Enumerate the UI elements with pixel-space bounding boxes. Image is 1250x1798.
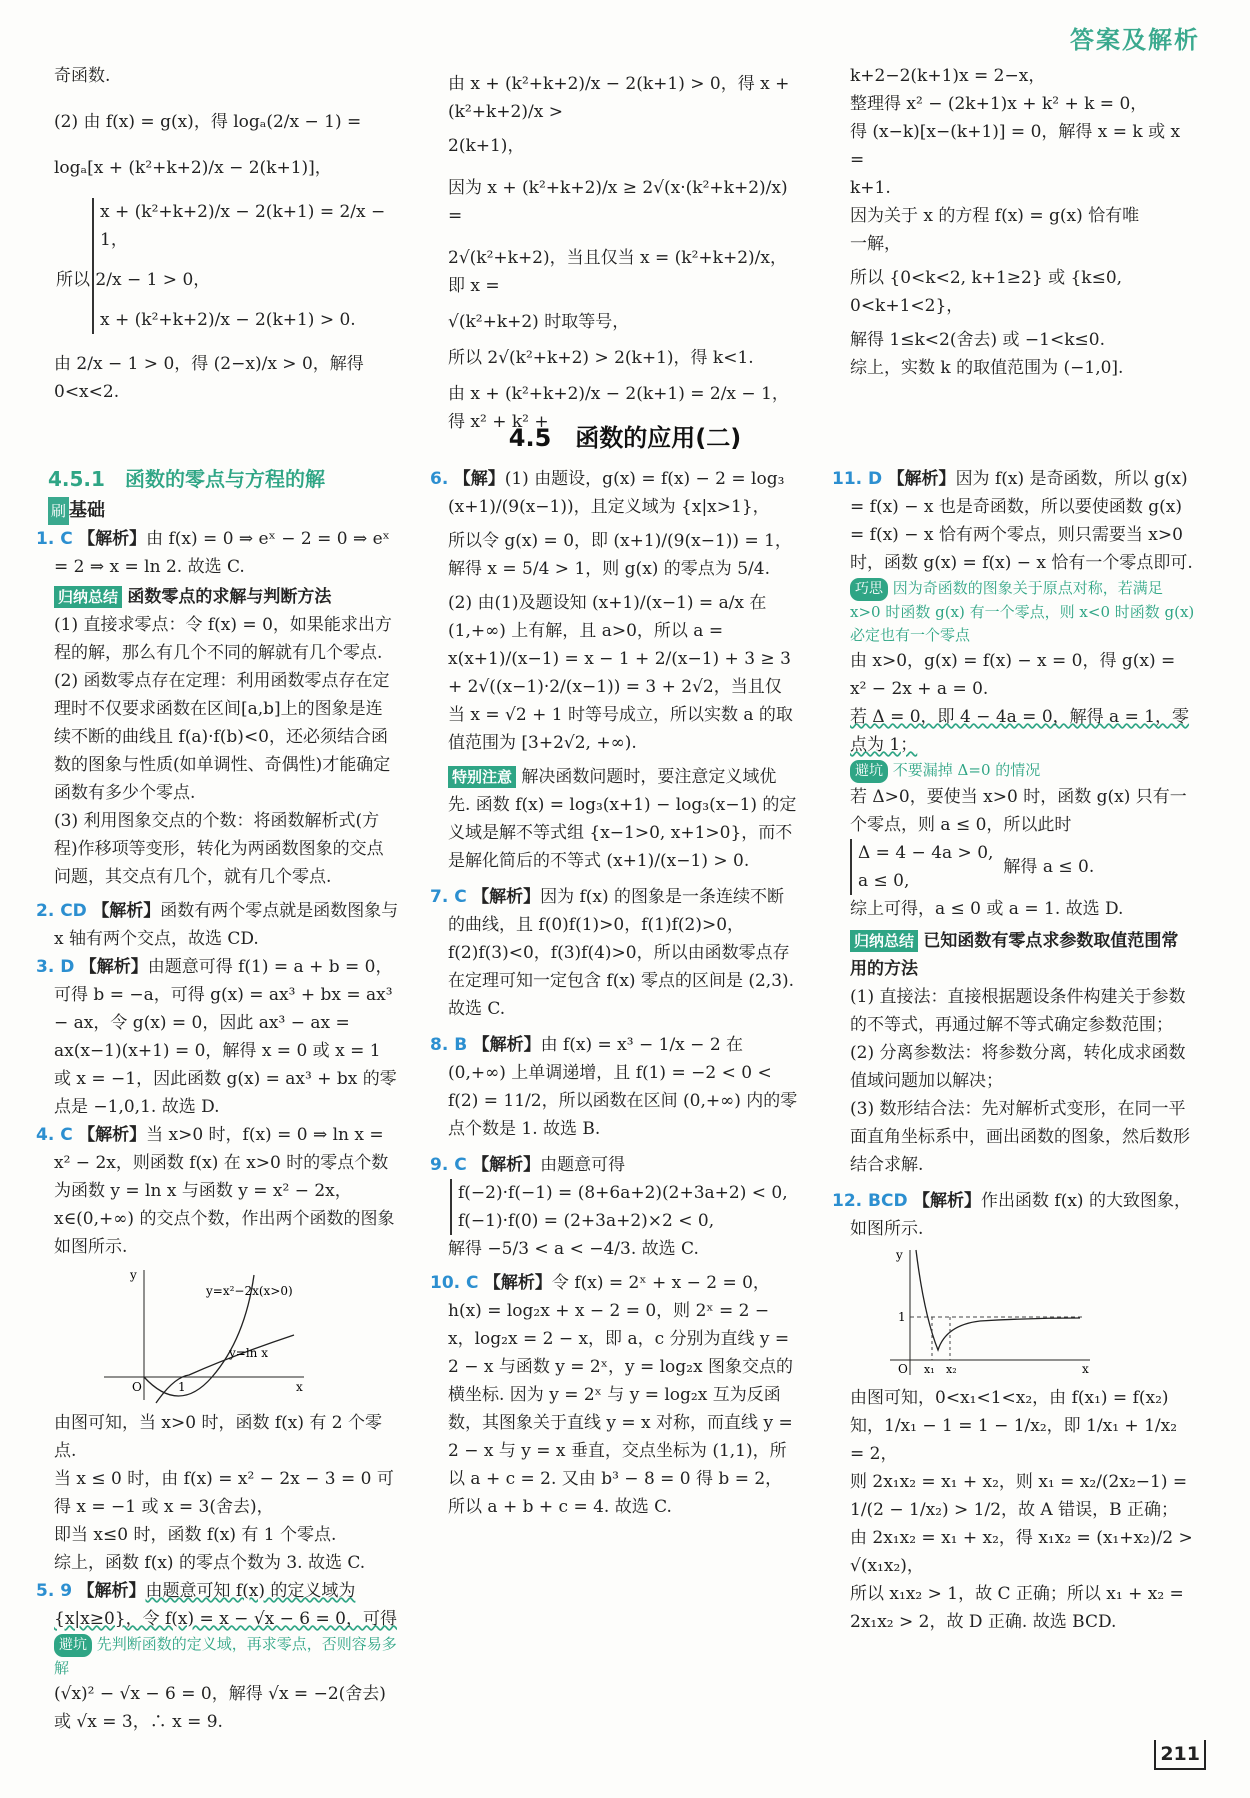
page-number: 211 [1154,1740,1206,1770]
summary-title: 已知函数有零点求参数取值范围常用的方法 [850,931,1179,979]
section-title: 4.5 函数的应用(二) [508,424,742,452]
text-line: 因为关于 x 的方程 f(x) = g(x) 恰有唯 [850,206,1140,226]
summary-item: (3) 数形结合法：先对解析式变形，在同一平面直角坐标系中，画出函数的图象，然后数形结合求解. [850,1099,1190,1175]
text-line: √(k²+k+2) 时取等号， [448,312,630,332]
text-line: f(−2)·f(−1) = (8+6a+2)(2+3a+2) < 0, [458,1183,788,1203]
answer-tag: 【解析】 [483,1273,552,1293]
answer-tag: 【解析】 [887,469,956,489]
y-label: y [130,1268,137,1282]
summary-label: 归纳总结 [54,586,122,608]
graph-q12 [880,1245,1100,1380]
text-line: 由 2x₁x₂ = x₁ + x₂，得 x₁x₂ = (x₁+x₂)/2 > √(x₁x₂)， [850,1528,1193,1576]
text-line: x + (k²+k+2)/x − 2(k+1) = 2/x − 1， [100,202,386,250]
answer-tag: 【解析】 [472,1035,541,1055]
tip-text: 因为奇函数的图象关于原点对称，若满足 x>0 时函数 g(x) 有一个零点，则 x<0 时函数 g(x) 必定也有一个零点 [850,579,1195,644]
answer-text: 由题意可得 [540,1155,626,1175]
tip-text: 先判断函数的定义域，再求零点，否则容易多解 [54,1635,397,1677]
summary-label: 归纳总结 [850,930,918,952]
answer-text: 因为 f(x) 是奇函数，所以 g(x) = f(x) − x 也是奇函数，所以要使函数 g(x) = f(x) − x 恰有两个零点，则只需要当 x>0 时，函数 g(x) = f(x) − x 恰有一个零点即可. [850,469,1193,573]
text-line: 解得 −5/3 < a < −4/3. 故选 C. [448,1239,699,1259]
answer-item [430,1269,798,1521]
text-line: a ≤ 0, [858,871,910,891]
answer-item [36,1577,399,1633]
text-line: 所以 2√(k²+k+2) > 2(k+1)，得 k<1. [448,348,754,368]
tick-label: 1 [898,1310,906,1324]
answer-tag: 【解析】 [78,529,147,549]
text-line: (√x)² − √x − 6 = 0，解得 √x = −2(舍去) 或 √x = 3，∴ x = 9. [54,1684,386,1732]
text-line: 由图可知，当 x>0 时，函数 f(x) 有 2 个零点. [54,1413,383,1461]
text-line: logₐ[x + (k²+k+2)/x − 2(k+1)]， [54,158,332,178]
text-line: 得 (x−k)[x−(k+1)] = 0，解得 x = k 或 x = [850,122,1181,170]
inequality-system [450,1179,798,1235]
level-label [51,497,399,525]
answer-item [430,883,798,1023]
summary-item: (1) 直接求零点：令 f(x) = 0，如果能求出方程的解，那么有几个不同的解就有几个零点. [54,615,392,663]
tip-note [850,759,1195,783]
x1-label: x₁ [924,1363,935,1376]
text-line: (2) 由 f(x) = g(x)，得 logₐ(2/x − 1) = [54,112,362,132]
subsection-title: 4.5.1 函数的零点与方程的解 [48,467,325,491]
answer-item [832,1187,1195,1243]
x-label: x [296,1380,303,1394]
answer-number: 10. C [430,1273,479,1293]
tick-label: 1 [178,1380,186,1394]
text-line: 2√(k²+k+2)，当且仅当 x = (k²+k+2)/x，即 x = [448,248,787,296]
text-line: 当 x ≤ 0 时，由 f(x) = x² − 2x − 3 = 0 可得 x = −1 或 x = 3(舍去)， [54,1469,394,1517]
top-col-2 [448,62,798,432]
answer-text: 作出函数 f(x) 的大致图象，如图所示. [850,1191,1191,1239]
summary-item: (3) 利用图象交点的个数：将函数解析式(方程)作移项等变形，转化为两函数图象的交点问题，其交点有几个，就有几个零点. [54,811,384,887]
x2-label: x₂ [946,1363,957,1376]
equation-system [56,198,399,334]
text-line: 由 x + (k²+k+2)/x − 2(k+1) = 2/x − 1，得 x² + k² + [448,384,789,432]
answer-number: 7. C [430,887,467,907]
answer-number: 6. [430,469,449,489]
x-label: x [1082,1362,1089,1376]
text-line: 由 x + (k²+k+2)/x − 2(k+1) > 0，得 x + (k²+k+2)/x > [448,74,790,122]
answer-tag: 【解析】 [913,1191,981,1211]
answer-tag: 【解析】 [77,1581,146,1601]
summary-item: (2) 函数零点存在定理：利用函数零点存在定理时不仅要求函数在区间[a,b]上的图象是连续不断的曲线且 f(a)·f(b)<0，还必须结合函数的图象与性质(如单调性、奇偶性)才能确定函数有多少个零点. [54,671,391,803]
tip-label: 巧思 [850,578,888,601]
summary-box [850,927,1195,1179]
answer-item [36,953,399,1121]
answer-text: 由 f(x) = x³ − 1/x − 2 在 (0,+∞) 上单调递增，且 f(1) = −2 < 0 < f(2) = 11/2，所以函数在区间 (0,+∞) 内的零点个数是 1. 故选 B. [448,1035,798,1139]
summary-item: (1) 直接法：直接根据题设条件构建关于参数的不等式，再通过解不等式确定参数范围； [850,987,1186,1035]
inequality-system [850,839,1195,895]
top-col-1 [54,62,399,422]
answer-text: 由题意可知 f(x) 的定义域为 {x|x≥0}，令 f(x) = x − √x − 6 = 0，可得 [54,1581,397,1629]
text-line: 综上，函数 f(x) 的零点个数为 3. 故选 C. [54,1553,366,1573]
text-line: f(−1)·f(0) = (2+3a+2)×2 < 0, [458,1211,715,1231]
curve2-label: y=ln x [229,1346,268,1360]
answer-number: 4. C [36,1125,73,1145]
answer-number: 5. 9 [36,1581,73,1601]
function-curve [916,1250,1080,1350]
answer-text: 由题意可得 f(1) = a + b = 0，可得 b = −a，可得 g(x) = ax³ + bx = ax³ − ax，令 g(x) = 0，因此 ax³ − ax = ax(x−1)(x+1) = 0，解得 x = 0 或 x = 1 或 x = −1，因此函数 g(x) = ax³ + bx 的零点是 −1,0,1. 故选 D. [54,957,397,1117]
answer-text: 函数有两个零点就是函数图象与 x 轴有两个交点，故选 CD. [54,901,399,949]
answer-text: (1) 由题设，g(x) = f(x) − 2 = log₃ (x+1)/(9(x−1))，且定义域为 {x|x>1}， [448,469,785,517]
answer-col-1 [36,465,399,1765]
answer-item [430,1031,798,1143]
answer-tag: 【解析】 [79,957,148,977]
summary-title: 函数零点的求解与判断方法 [127,587,332,607]
text-line: 若 Δ = 0，即 4 − 4a = 0，解得 a = 1，零点为 1； [850,707,1190,755]
answer-tag: 【解】 [453,469,505,489]
answer-number: 11. D [832,469,883,489]
answer-number: 2. CD [36,901,87,921]
answer-tag: 【解析】 [472,1155,541,1175]
answer-text: 因为 f(x) 的图象是一条连续不断的曲线，且 f(0)f(1)>0，f(1)f(2)>0，f(2)f(3)<0，f(3)f(4)>0，所以由函数零点存在定理可知一定包含 f(x) 零点的区间是 (2,3). 故选 C. [448,887,795,1019]
top-col-3 [850,62,1195,422]
answer-tag: 【解析】 [78,1125,147,1145]
text-line: 所以令 g(x) = 0，即 (x+1)/(9(x−1)) = 1，解得 x = 5/4 > 1，则 g(x) 的零点为 5/4. [448,531,792,579]
shua-badge: 刷 [48,497,69,525]
answer-item [832,465,1195,577]
answer-text: 当 x>0 时，f(x) = 0 ⇒ ln x = x² − 2x，则函数 f(x) 在 x>0 时的零点个数为函数 y = ln x 与函数 y = x² − 2x，x∈(0,+∞) 的交点个数，作出两个函数的图象如图所示. [54,1125,395,1257]
text-line: 即当 x≤0 时，函数 f(x) 有 1 个零点. [54,1525,337,1545]
tip-label: 避坑 [850,760,888,783]
text-line: k+1. [850,178,891,198]
answer-number: 9. C [430,1155,467,1175]
text-line: 因为 x + (k²+k+2)/x ≥ 2√(x·(k²+k+2)/x) = [448,178,788,226]
text-line: x + (k²+k+2)/x − 2(k+1) > 0. [100,310,356,330]
text-line: 所以 {0<k<2, k+1≥2} 或 {k≤0, 0<k+1<2}， [850,268,1123,316]
answer-item [36,897,399,953]
special-note [448,763,798,875]
answer-number: 1. C [36,529,73,549]
text-line: 由图可知，0<x₁<1<x₂，由 f(x₁) = f(x₂) 知，1/x₁ − 1 = 1 − 1/x₂，即 1/x₁ + 1/x₂ = 2， [850,1388,1178,1464]
text-line: 由 x>0，g(x) = f(x) − x = 0，得 g(x) = x² − 2x + a = 0. [850,651,1176,699]
running-header: 答案及解析 [1070,26,1200,54]
text-line: 2(k+1)， [448,136,525,156]
text-line: 一解， [850,234,901,254]
text-line: (2) 由(1)及题设知 (x+1)/(x−1) = a/x 在 (1,+∞) 上有解，且 a>0，所以 a = x(x+1)/(x−1) = x − 1 + 2/(x−1) + 3 ≥ 3 + 2√((x−1)·2/(x−1)) = 3 + 2√2，当且仅当 x = √2 + 1 时等号成立，所以实数 a 的取值范围为 [3+2√2, +∞). [448,593,793,753]
text-line: 若 Δ>0，要使当 x>0 时，函数 g(x) 只有一个零点，则 a ≤ 0，所以此时 [850,787,1187,835]
log-curve [156,1335,294,1403]
tip-note [54,1633,399,1680]
text-line: 则 2x₁x₂ = x₁ + x₂，则 x₁ = x₂/(2x₂−1) = 1/(2 − 1/x₂) > 1/2，故 A 错误，B 正确； [850,1472,1188,1520]
origin-label: O [898,1362,908,1376]
origin-label: O [132,1380,142,1394]
answer-number: 3. D [36,957,75,977]
answer-col-3 [832,465,1195,1765]
answer-number: 12. BCD [832,1191,908,1211]
answer-item [430,465,798,521]
answer-number: 8. B [430,1035,468,1055]
text-line: 奇函数. [54,66,111,86]
text-line: 整理得 x² − (2k+1)x + k² + k = 0， [850,94,1148,114]
answer-item [36,1121,399,1261]
text-line: 所以 x₁x₂ > 1，故 C 正确；所以 x₁ + x₂ = 2x₁x₂ > 2，故 D 正确. 故选 BCD. [850,1584,1184,1632]
summary-item: (2) 分离参数法：将参数分离，转化成求函数值域问题加以解决； [850,1043,1186,1091]
answer-tag: 【解析】 [472,887,541,907]
answer-item [430,1151,798,1179]
note-text: 解决函数问题时，要注意定义域优先. 函数 f(x) = log₃(x+1) − log₃(x−1) 的定义域是解不等式组 {x−1>0, x+1>0}，而不是解化简后的不等式 (x+1)/(x−1) > 0. [448,767,797,871]
level-title: 基础 [69,500,106,521]
text-line: k+2−2(k+1)x = 2−x， [850,66,1046,86]
answer-text: 令 f(x) = 2ˣ + x − 2 = 0，h(x) = log₂x + x − 2 = 0，则 2ˣ = 2 − x，log₂x = 2 − x，即 a，c 分别为直线 y = 2 − x 与函数 y = 2ˣ，y = log₂x 图象交点的横坐标. 因为 y = 2ˣ 与 y = log₂x 互为反函数，其图象关于直线 y = x 对称，而直线 y = 2 − x 与 y = x 垂直，交点坐标为 (1,1)，所以 a + c = 2. 又由 b³ − 8 = 0 得 b = 2，所以 a + b + c = 4. 故选 C. [448,1273,793,1517]
tip-text: 不要漏掉 Δ=0 的情况 [892,761,1041,779]
tip-note [850,577,1195,647]
text-line: Δ = 4 − 4a > 0, [858,843,994,863]
answer-col-2 [430,465,798,1765]
summary-box [54,583,399,891]
curve1-label: y=x²−2x(x>0) [206,1284,293,1298]
answer-text: 由 f(x) = 0 ⇒ eˣ − 2 = 0 ⇒ eˣ = 2 ⇒ x = ln 2. 故选 C. [54,529,390,577]
answer-tag: 【解析】 [92,901,161,921]
y-label: y [896,1248,903,1262]
text-line: 解得 1≤k<2(舍去) 或 −1<k≤0. [850,330,1105,350]
tip-label: 避坑 [54,1634,92,1657]
text-line: 所以 2/x − 1 > 0， [56,270,211,290]
text-line: 综上，实数 k 的取值范围为 (−1,0]. [850,358,1124,378]
note-label: 特别注意 [448,766,516,788]
text-line: 综上可得，a ≤ 0 或 a = 1. 故选 D. [850,899,1124,919]
text-line: 由 2/x − 1 > 0，得 (2−x)/x > 0，解得 0<x<2. [54,354,364,402]
answer-item [36,525,399,581]
text-line: 解得 a ≤ 0. [1003,857,1095,877]
graph-q4 [94,1265,314,1405]
